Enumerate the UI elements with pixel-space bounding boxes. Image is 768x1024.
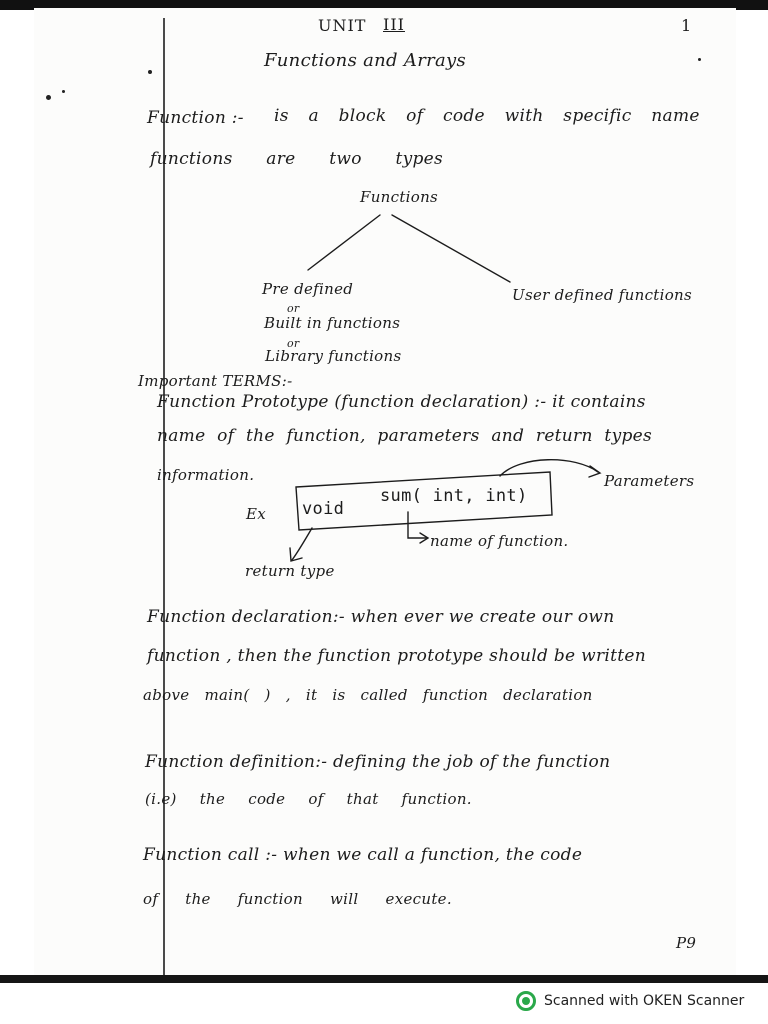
tree-root: Functions	[360, 188, 439, 206]
tree-or-1: or	[287, 302, 300, 315]
scanner-watermark-text: Scanned with OKEN Scanner	[544, 993, 745, 1009]
parameters-label: Parameters	[604, 472, 695, 490]
ink-dot	[148, 70, 152, 74]
code-return-type: void	[302, 499, 345, 519]
call-line-1: Function call :- when we call a function, the code	[143, 845, 583, 865]
declaration-line-2: function , then the function prototype should be written	[147, 646, 646, 666]
declaration-line-3: above main( ) , it is called function declaration	[143, 686, 593, 704]
definition-line-1: Function definition:- defining the job of the function	[145, 752, 611, 772]
function-text: is a block of code with specific name	[274, 106, 700, 126]
tree-left-builtin: Built in functions	[264, 314, 401, 332]
code-signature: sum( int, int)	[380, 486, 528, 506]
page-mark: P9	[676, 934, 697, 952]
tree-or-2: or	[287, 337, 300, 350]
ink-dot	[46, 95, 51, 100]
declaration-line-1: Function declaration:- when ever we create our own	[147, 607, 615, 627]
prototype-line-1: Function Prototype (function declaration) :- it contains	[157, 392, 646, 412]
ink-dot	[698, 58, 701, 61]
example-label: Ex	[246, 505, 267, 523]
tree-left-predefined: Pre defined	[262, 280, 354, 298]
oken-scanner-logo-icon	[516, 991, 536, 1011]
important-heading: Important TERMS:-	[138, 372, 293, 390]
prototype-line-2: name of the function, parameters and return types	[157, 426, 653, 446]
page-number: 1	[681, 16, 693, 35]
unit-number: III	[383, 15, 405, 34]
unit-label: UNIT	[318, 16, 367, 35]
function-term: Function :-	[147, 108, 244, 128]
page-title: Functions and Arrays	[264, 50, 467, 71]
tree-left-library: Library functions	[265, 347, 402, 365]
name-of-function-label: name of function.	[430, 532, 569, 550]
call-line-2: of the function will execute.	[143, 890, 452, 908]
tree-right-user-defined: User defined functions	[512, 286, 692, 304]
prototype-line-3: information.	[157, 466, 255, 484]
scanner-watermark	[516, 990, 744, 1012]
scan-bottom-edge	[0, 975, 768, 983]
function-types-line: functions are two types	[150, 149, 444, 169]
ink-dot	[62, 90, 65, 93]
definition-line-2: (i.e) the code of that function.	[145, 790, 472, 808]
return-type-label: return type	[245, 562, 335, 580]
